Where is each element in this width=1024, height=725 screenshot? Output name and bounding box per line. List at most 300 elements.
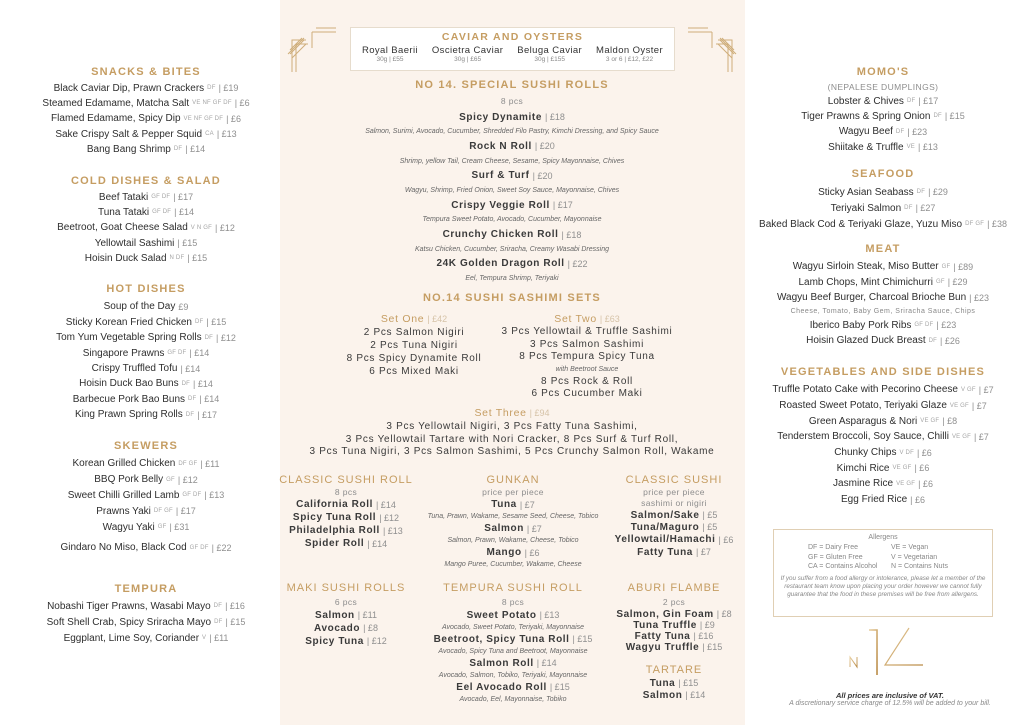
menu-item <box>271 635 421 648</box>
item-name: Salmon, Gin Foam <box>616 608 714 620</box>
item-name: Salmon/Sake <box>630 509 700 521</box>
menu-item <box>6 376 286 391</box>
menu-item <box>744 382 1023 398</box>
dietary-tags: GF <box>166 476 175 483</box>
item-name: Crispy Veggie Roll <box>451 199 550 211</box>
item-name: California Roll <box>296 499 373 510</box>
menu-item <box>423 633 603 646</box>
menu-item <box>6 472 286 488</box>
item-description: Avocado, Spicy Tuna and Beetroot, Mayonnaise <box>438 647 588 655</box>
dietary-tags: DF GF <box>965 221 985 227</box>
section-heading: VEGETABLES AND SIDE DISHES <box>780 366 986 378</box>
section-maki <box>271 582 421 648</box>
menu-item <box>599 546 749 558</box>
art-deco-ornament-left <box>286 26 338 74</box>
menu-item <box>6 392 286 407</box>
item-price: | £14 <box>193 378 213 389</box>
item-description: Katsu Chicken, Cucumber, Sriracha, Creamy Wasabi Dressing <box>414 245 609 253</box>
menu-item <box>599 609 749 620</box>
menu-item <box>6 519 286 535</box>
item-price: | £14 <box>174 207 194 218</box>
item-price: | £7 <box>695 547 711 558</box>
item-name: 8 Pcs Rock & Roll <box>541 375 633 387</box>
dietary-tags: DF <box>207 85 216 92</box>
dietary-tags: VE <box>906 144 915 151</box>
item-price: | £5 <box>702 510 718 521</box>
item-price: | £7 <box>526 523 542 534</box>
item-name: Tuna <box>649 677 676 689</box>
set-title <box>280 406 745 420</box>
item-price: | £22 <box>211 542 232 553</box>
dietary-tags: DF <box>185 411 195 418</box>
item-name: 2 Pcs Tuna Nigiri <box>370 339 458 351</box>
item-description: Salmon, Prawn, Wakame, Cheese, Tobico <box>447 537 579 544</box>
menu-item <box>6 540 286 556</box>
item-price: | £15 <box>944 111 965 122</box>
item-description: Cheese, Tomato, Baby Gem, Sriracha Sauce, Chips <box>790 308 976 315</box>
menu-item <box>6 81 286 96</box>
item-price: | £14 <box>180 363 201 374</box>
item-name: Avocado <box>314 622 361 634</box>
section-heading: SKEWERS <box>113 440 179 452</box>
section-tempura-roll <box>423 582 603 705</box>
section-subtitle: price per piece <box>643 486 705 497</box>
menu-item <box>6 456 286 472</box>
item-price: | £31 <box>169 522 190 533</box>
caviar-item <box>517 45 582 63</box>
menu-item <box>744 124 1023 139</box>
menu-item <box>271 537 421 550</box>
section-heading: NO.14 SUSHI SASHIMI SETS <box>423 292 601 304</box>
item-price: | £11 <box>209 633 229 643</box>
item-name: Crispy Truffled Tofu <box>91 363 178 375</box>
menu-item <box>744 445 1023 461</box>
item-name: Lamb Chops, Mint Chimichurri <box>798 276 933 288</box>
item-price: | £13 <box>204 490 225 501</box>
item-price: | £15 <box>549 682 570 692</box>
menu-item <box>6 345 286 360</box>
menu-item <box>6 614 286 630</box>
item-price: | £6 <box>918 478 933 489</box>
section-heading: TEMPURA <box>114 583 178 595</box>
allergens-box <box>773 529 993 617</box>
dietary-tags: V N GF <box>190 224 212 231</box>
dietary-tags: GF <box>157 524 167 531</box>
item-name: Tom Yum Vegetable Spring Rolls <box>56 332 202 344</box>
caviar-name: Beluga Caviar <box>517 45 583 56</box>
menu-item <box>744 333 1023 349</box>
menu-item <box>599 677 749 689</box>
item-name: 3 Pcs Yellowtail Tartare with Nori Cracker, 8 Pcs Surf & Turf Roll, <box>345 433 679 445</box>
item-price: | £17 <box>175 506 196 517</box>
dietary-tags: VE GF <box>892 465 912 472</box>
caviar-price: 30g | £65 <box>454 56 482 63</box>
item-description: Avocado, Salmon, Tobiko, Teriyaki, Mayonnaise <box>438 671 588 679</box>
item-price: | £12 <box>214 222 235 233</box>
dietary-tags: DF GF <box>178 460 198 467</box>
section-seafood <box>744 164 1023 232</box>
item-price: | £14 <box>199 394 220 405</box>
item-name: King Prawn Spring Rolls <box>74 409 183 421</box>
menu-item <box>280 109 745 125</box>
menu-item <box>271 622 421 635</box>
item-description: with Beetroot Sauce <box>555 365 619 373</box>
caviar-item <box>432 45 503 63</box>
menu-item <box>599 631 749 642</box>
item-name: Wagyu Beef Burger, Charcoal Brioche Bun <box>776 292 967 304</box>
dietary-tags: VE NF GF DF <box>183 115 224 122</box>
item-name: Salmon Roll <box>469 657 534 669</box>
item-price: | £13 <box>539 610 560 620</box>
section-gunkan <box>423 474 603 570</box>
dietary-tags: N DF <box>169 255 185 262</box>
menu-item <box>6 235 286 250</box>
dietary-tags: V <box>202 635 207 641</box>
dietary-tags: DF <box>214 619 223 625</box>
item-price: | £23 <box>936 320 957 331</box>
item-price: | £9 <box>699 620 715 630</box>
service-charge-notice: A discretionary service charge of 12.5% will be added to your bill. <box>789 700 991 707</box>
item-price: | £17 <box>918 96 939 107</box>
item-name: 8 Pcs Tempura Spicy Tuna <box>519 351 655 363</box>
item-name: Baked Black Cod & Teriyaki Glaze, Yuzu Miso <box>759 218 963 230</box>
item-price: | £16 <box>225 601 245 611</box>
item-name: Jasmine Rice <box>833 478 894 490</box>
section-classic-roll <box>271 474 421 550</box>
menu-item <box>744 476 1023 492</box>
allergen-code: DF = Dairy Free <box>808 544 858 551</box>
menu-item <box>280 227 745 243</box>
item-price: | £12 <box>379 512 400 523</box>
menu-item <box>423 681 603 694</box>
item-name: Spider Roll <box>304 538 365 549</box>
dietary-tags: DF <box>204 334 213 341</box>
menu-item <box>599 689 749 701</box>
menu-item <box>599 534 749 546</box>
menu-item <box>744 184 1023 200</box>
item-price: | £11 <box>200 458 220 469</box>
caviar-price: 3 or 6 | £12, £22 <box>605 56 654 63</box>
section-heading: MAKI SUSHI ROLLS <box>286 582 406 594</box>
item-name: Tuna/Maguro <box>630 521 700 533</box>
section-heading: SNACKS & BITES <box>91 66 201 78</box>
menu-item <box>423 498 603 511</box>
item-name: 3 Pcs Salmon Sashimi <box>529 338 645 350</box>
art-deco-ornament-right <box>686 26 738 74</box>
menu-item <box>744 492 1023 508</box>
item-price: | £16 <box>693 631 714 641</box>
dietary-tags: DF <box>928 337 938 344</box>
caviar-name: Maldon Oyster <box>596 45 664 56</box>
item-price: | £6 <box>910 494 925 505</box>
menu-item <box>423 657 603 670</box>
item-name: Tuna Tataki <box>97 206 150 218</box>
dietary-tags: CA <box>205 131 214 138</box>
item-name: Rock N Roll <box>469 140 532 152</box>
item-price: | £20 <box>534 141 555 152</box>
item-price: | £17 <box>173 192 194 203</box>
item-price: | £17 <box>552 200 573 211</box>
menu-item <box>6 488 286 504</box>
set-price: | £63 <box>599 314 620 324</box>
section-subtitle: 8 pcs <box>501 596 525 607</box>
item-price: | £89 <box>953 261 974 272</box>
allergens-title: Allergens <box>868 534 898 541</box>
menu-item <box>744 460 1023 476</box>
item-name: Lobster & Chives <box>827 95 904 107</box>
item-name: Fatty Tuna <box>637 546 693 558</box>
item-description: Avocado, Eel, Mayonnaise, Tobiko <box>459 695 567 703</box>
section-heading: TARTARE <box>645 664 703 676</box>
menu-item <box>280 433 745 446</box>
section-subtitle: 2 pcs <box>662 596 686 607</box>
dietary-tags: VE NF GF DF <box>192 100 232 107</box>
set-price: | £94 <box>529 408 550 418</box>
item-price: | £38 <box>987 219 1007 229</box>
caviar-price: 30g | £155 <box>534 56 565 63</box>
section-sets <box>280 290 745 306</box>
set-title <box>477 313 697 326</box>
allergen-code: VE = Vegan <box>891 544 929 551</box>
item-name: Soup of the Day <box>103 301 176 313</box>
dietary-tags: VE GF <box>896 480 916 487</box>
dietary-tags: GF <box>941 263 951 270</box>
section-momo <box>744 64 1023 155</box>
menu-item <box>744 413 1023 429</box>
menu-item <box>6 190 286 205</box>
item-price: | £6 <box>524 547 540 558</box>
item-name: Wagyu Truffle <box>625 641 700 653</box>
section-subtitle: (NEPALESE DUMPLINGS) <box>827 82 939 92</box>
caviar-price: 30g | £55 <box>376 56 404 63</box>
dietary-tags: GF DF <box>151 194 171 201</box>
item-price: | £12 <box>177 474 198 485</box>
dietary-tags: DF <box>181 380 191 387</box>
item-price: | £13 <box>216 129 237 140</box>
item-price: | £19 <box>218 83 239 94</box>
item-price: | £15 <box>225 617 246 627</box>
item-price: | £22 <box>567 258 588 269</box>
menu-item <box>744 200 1023 216</box>
item-name: Hoisin Glazed Duck Breast <box>806 335 926 347</box>
section-heading: MOMO'S <box>856 66 910 78</box>
item-name: Spicy Dynamite <box>459 111 542 123</box>
item-price: | £15 <box>187 253 208 264</box>
menu-item <box>280 445 745 458</box>
menu-item <box>477 338 697 351</box>
item-price: | £26 <box>940 335 960 346</box>
menu-item <box>744 259 1023 275</box>
item-price: | £18 <box>561 229 582 240</box>
menu-item <box>423 609 603 622</box>
item-name: Egg Fried Rice <box>841 494 908 506</box>
menu-item <box>6 630 286 646</box>
menu-item <box>280 168 745 184</box>
item-price: | £18 <box>545 112 565 122</box>
dietary-tags: VE GF <box>920 418 940 425</box>
item-name: Hoisin Duck Bao Buns <box>79 378 179 390</box>
menu-item <box>744 139 1023 154</box>
item-description: Salmon, Surimi, Avocado, Cucumber, Shredded Filo Pastry, Kimchi Dressing, and Spicy Sauce <box>365 128 659 136</box>
item-price: | £15 <box>177 238 198 249</box>
item-description: Shrimp, yellow Tail, Cream Cheese, Sesame, Spicy Mayonnaise, Chives <box>399 157 625 165</box>
item-name: Tiger Prawns & Spring Onion <box>801 110 931 122</box>
item-name: Nobashi Tiger Prawns, Wasabi Mayo <box>47 600 211 612</box>
menu-item <box>6 205 286 220</box>
item-name: Salmon <box>315 609 355 621</box>
dietary-tags: VE GF <box>949 402 969 409</box>
section-subtitle: price per piece <box>482 487 544 497</box>
item-price: | £15 <box>702 642 723 652</box>
item-name: Surf & Turf <box>471 170 530 182</box>
dietary-tags: DF <box>916 189 926 195</box>
item-name: Prawns Yaki <box>96 505 151 517</box>
item-price: | £6 <box>226 113 241 124</box>
dietary-tags: V DF <box>899 449 914 456</box>
item-name: Spicy Tuna <box>305 635 364 647</box>
menu-item <box>744 429 1023 445</box>
section-tempura <box>6 580 286 646</box>
item-name: Fatty Tuna <box>634 630 691 642</box>
item-price: | £7 <box>973 431 989 442</box>
dietary-tags: DF <box>895 128 905 135</box>
item-price: | £17 <box>197 409 218 420</box>
menu-item <box>599 521 749 533</box>
section-set-two <box>477 313 697 400</box>
dietary-tags: GF DF <box>182 492 202 499</box>
menu-item <box>271 511 421 524</box>
section-heading: GUNKAN <box>486 474 540 486</box>
item-description: Tempura Sweet Potato, Avocado, Cucumber, Mayonnaise <box>422 216 602 224</box>
set-price: | £42 <box>427 314 448 324</box>
menu-item <box>744 275 1023 291</box>
item-name: Soft Shell Crab, Spicy Sriracha Mayo <box>46 616 212 628</box>
section-veg <box>744 362 1023 508</box>
item-name: Tuna <box>491 499 517 510</box>
item-name: Eel Avocado Roll <box>456 681 547 693</box>
menu-item <box>280 197 745 213</box>
caviar-name: Oscietra Caviar <box>431 45 504 56</box>
item-name: Philadelphia Roll <box>289 525 380 536</box>
item-name: Singapore Prawns <box>82 347 165 359</box>
dietary-tags: GF <box>935 279 945 286</box>
item-name: Green Asparagus & Nori <box>808 415 918 427</box>
item-price: | £13 <box>382 525 403 536</box>
menu-item <box>280 420 745 433</box>
item-name: Salmon <box>642 689 683 701</box>
section-cold <box>6 173 286 266</box>
item-price: £9 <box>178 301 189 312</box>
item-name: 2 Pcs Salmon Nigiri <box>363 326 465 338</box>
menu-item <box>744 290 1023 306</box>
section-heading: NO 14. SPECIAL SUSHI ROLLS <box>415 79 609 91</box>
menu-item <box>744 94 1023 109</box>
dietary-tags: V GF <box>960 386 976 393</box>
menu-item <box>599 642 749 653</box>
dietary-tags: DF GF <box>153 508 173 515</box>
item-name: Yellowtail/Hamachi <box>614 534 716 546</box>
item-price: | £6 <box>718 534 734 545</box>
section-heading: CLASSIC SUSHI <box>625 474 723 486</box>
section-skewers <box>6 436 286 556</box>
menu-item <box>599 620 749 631</box>
item-price: | £6 <box>914 463 930 474</box>
menu-item <box>6 299 286 314</box>
section-subtitle: 6 pcs <box>334 596 358 607</box>
allergen-code: N = Contains Nuts <box>891 563 948 570</box>
menu-item <box>6 126 286 141</box>
item-name: 6 Pcs Mixed Maki <box>369 365 459 377</box>
menu-item <box>477 326 697 339</box>
item-price: | £12 <box>216 332 236 343</box>
item-name: Wagyu Sirloin Steak, Miso Butter <box>792 261 939 273</box>
item-price: | £14 <box>685 690 706 700</box>
section-heading: ABURI FLAMBE <box>627 582 721 594</box>
item-name: Tenderstem Broccoli, Soy Sauce, Chilli <box>777 431 949 443</box>
item-price: | £6 <box>234 98 250 109</box>
item-name: Flamed Edamame, Spicy Dip <box>51 113 181 125</box>
allergen-code: GF = Gluten Free <box>808 553 863 561</box>
item-price: | £11 <box>357 610 377 620</box>
item-name: Beetroot, Goat Cheese Salad <box>57 222 188 234</box>
menu-item <box>6 330 286 345</box>
dietary-tags: GF DF <box>189 544 209 551</box>
item-name: BBQ Pork Belly <box>94 474 164 486</box>
section-snacks <box>6 64 286 157</box>
item-price: | £15 <box>206 317 227 328</box>
section-heading: MEAT <box>865 243 901 255</box>
caviar-name: Royal Baerii <box>361 45 418 56</box>
item-price: | £7 <box>978 384 994 395</box>
no14-logo <box>845 625 925 680</box>
item-name: Sweet Potato <box>466 609 537 621</box>
section-subtitle: sashimi or nigiri <box>641 498 707 509</box>
caviar-box <box>350 27 675 71</box>
item-name: Roasted Sweet Potato, Teriyaki Glaze <box>779 400 947 412</box>
item-name: Truffle Potato Cake with Pecorino Cheese <box>772 384 958 396</box>
item-price: | £23 <box>907 126 928 137</box>
menu-item <box>280 256 745 272</box>
caviar-item <box>596 45 663 63</box>
menu-item <box>744 318 1023 334</box>
item-name: 3 Pcs Yellowtail Nigiri, 3 Pcs Fatty Tuna Sashimi, <box>386 420 638 432</box>
item-price: | £15 <box>572 634 593 644</box>
dietary-tags: DF <box>213 603 223 609</box>
item-name: Iberico Baby Pork Ribs <box>809 319 912 331</box>
item-price: | £20 <box>532 170 553 181</box>
section-meat <box>744 239 1023 349</box>
item-name: 24K Golden Dragon Roll <box>436 258 565 270</box>
footer <box>760 691 1020 707</box>
item-name: Barbecue Pork Bao Buns <box>72 393 186 405</box>
dietary-tags: DF <box>906 98 916 105</box>
item-name: Kimchi Rice <box>836 462 890 474</box>
dietary-tags: GF DF <box>152 209 172 216</box>
menu-item <box>6 142 286 157</box>
caviar-item <box>362 45 418 63</box>
item-name: Steamed Edamame, Matcha Salt <box>42 97 190 109</box>
section-hot <box>6 279 286 423</box>
menu-item <box>6 111 286 126</box>
item-description: Wagyu, Shrimp, Fried Onion, Sweet Soy Sauce, Mayonnaise, Chives <box>404 186 620 194</box>
menu-item <box>271 524 421 537</box>
vat-notice: All prices are inclusive of VAT. <box>836 691 944 700</box>
item-name: Chunky Chips <box>834 447 897 459</box>
item-name: Sticky Asian Seabass <box>818 186 914 198</box>
caviar-heading: CAVIAR AND OYSTERS <box>441 31 584 43</box>
item-price: | £14 <box>185 144 206 155</box>
section-heading: TEMPURA SUSHI ROLL <box>443 582 583 594</box>
